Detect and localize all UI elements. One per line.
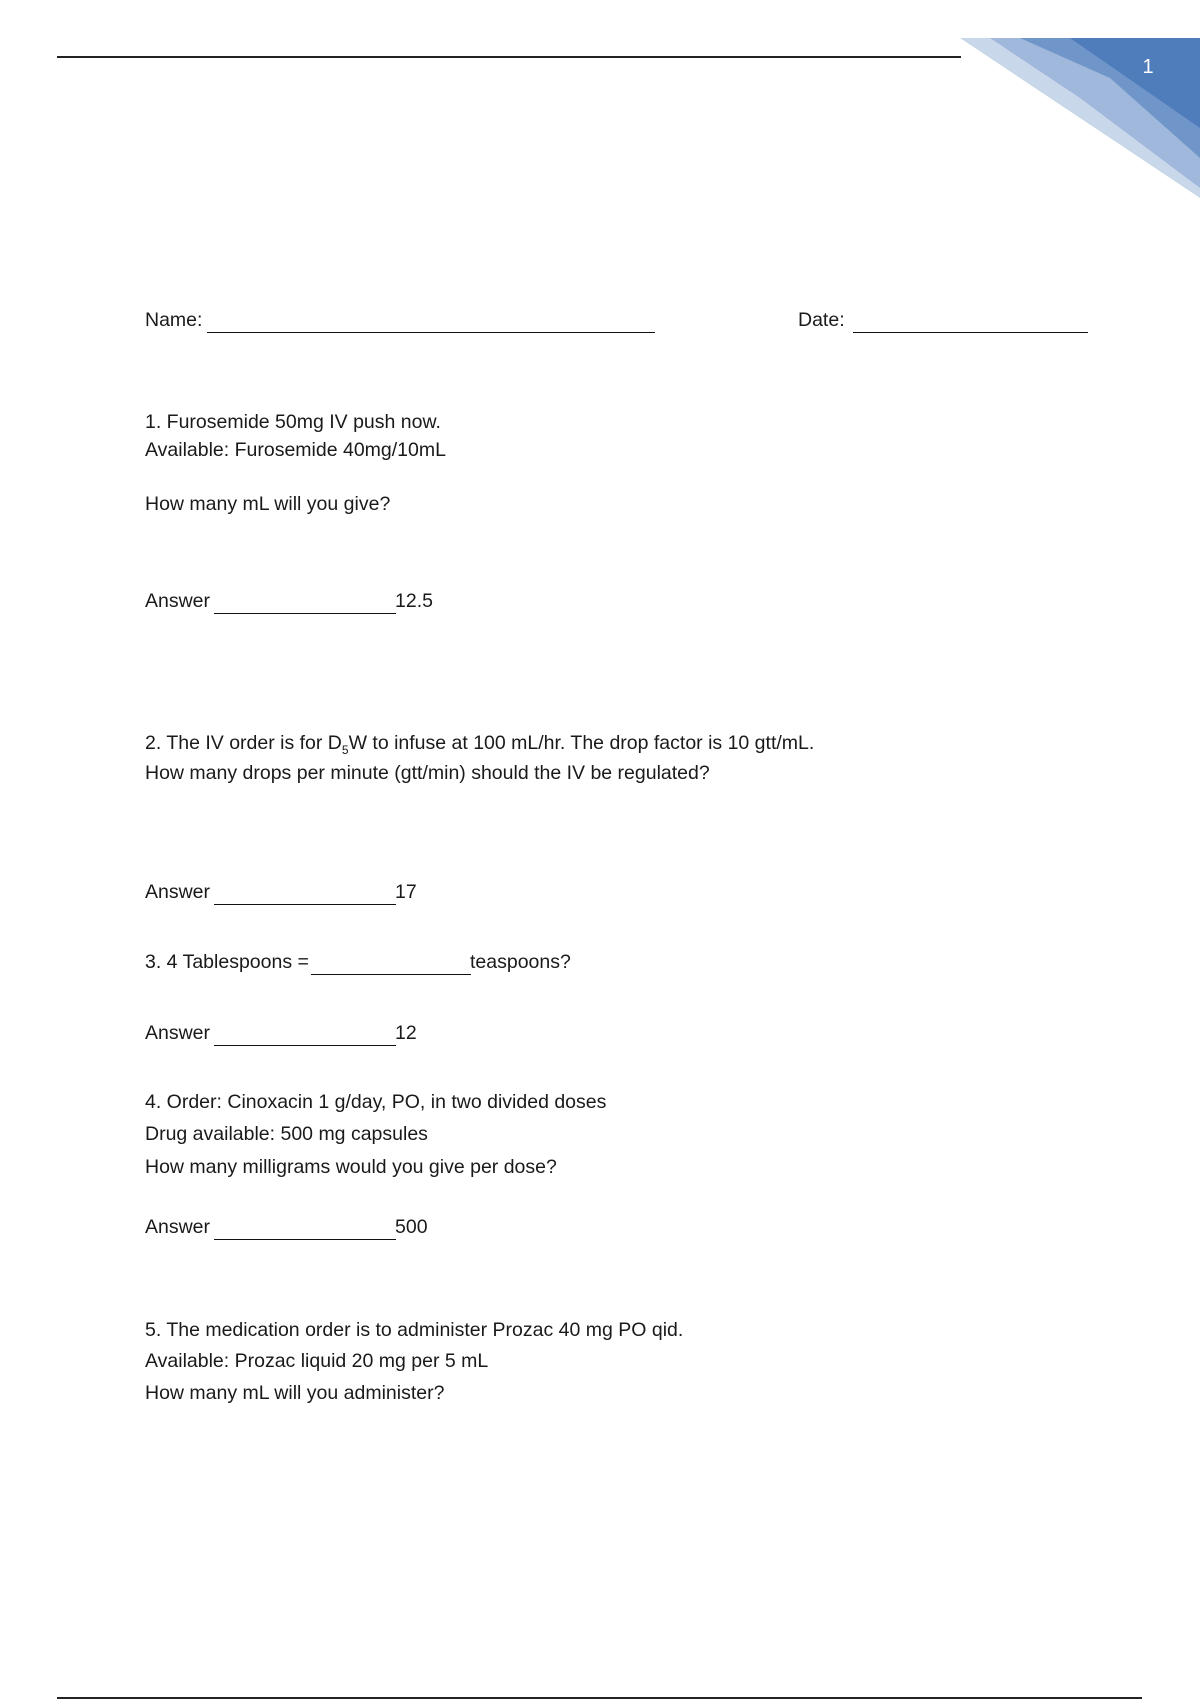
name-label: Name: — [145, 309, 203, 331]
header-rule — [57, 56, 961, 58]
question-2-line-2: How many drops per minute (gtt/min) should the IV be regulated? — [145, 762, 710, 784]
answer-4-label: Answer — [145, 1216, 211, 1238]
question-3-blank[interactable] — [311, 974, 471, 975]
answer-3-label: Answer — [145, 1022, 211, 1044]
answer-1-value: 12.5 — [395, 590, 433, 612]
question-4-line-1: 4. Order: Cinoxacin 1 g/day, PO, in two divided doses — [145, 1091, 607, 1113]
footer-rule — [57, 1697, 1142, 1699]
question-1-line-1: 1. Furosemide 50mg IV push now. — [145, 411, 441, 433]
question-1-line-3: How many mL will you give? — [145, 493, 391, 515]
date-field[interactable] — [853, 332, 1088, 333]
question-2-line-1 — [145, 731, 814, 755]
question-5-line-3: How many mL will you administer? — [145, 1382, 445, 1404]
answer-3-field[interactable] — [214, 1045, 396, 1046]
answer-1-label: Answer — [145, 590, 211, 612]
name-field[interactable] — [207, 332, 655, 333]
question-1-line-2: Available: Furosemide 40mg/10mL — [145, 439, 446, 461]
question-2-subscript: 5 — [341, 742, 349, 757]
question-2-text-b: W to infuse at 100 mL/hr. The drop factor is 10 gtt/mL. — [348, 732, 815, 754]
answer-2-field[interactable] — [214, 904, 396, 905]
answer-2-label: Answer — [145, 881, 211, 903]
answer-4-field[interactable] — [214, 1239, 396, 1240]
answer-2-value: 17 — [395, 881, 417, 903]
answer-4-value: 500 — [395, 1216, 428, 1238]
question-4-line-2: Drug available: 500 mg capsules — [145, 1123, 428, 1145]
page-number: 1 — [1142, 56, 1154, 78]
question-5-line-1: 5. The medication order is to administer Prozac 40 mg PO qid. — [145, 1319, 684, 1341]
question-3-prefix: 3. 4 Tablespoons = — [145, 951, 309, 973]
question-4-line-3: How many milligrams would you give per dose? — [145, 1156, 557, 1178]
answer-1-field[interactable] — [214, 613, 396, 614]
question-3-suffix: teaspoons? — [470, 951, 571, 973]
corner-decoration — [960, 38, 1200, 198]
date-label: Date: — [798, 309, 845, 331]
question-5-line-2: Available: Prozac liquid 20 mg per 5 mL — [145, 1350, 489, 1372]
question-2-text-a: 2. The IV order is for D — [145, 732, 342, 754]
answer-3-value: 12 — [395, 1022, 417, 1044]
